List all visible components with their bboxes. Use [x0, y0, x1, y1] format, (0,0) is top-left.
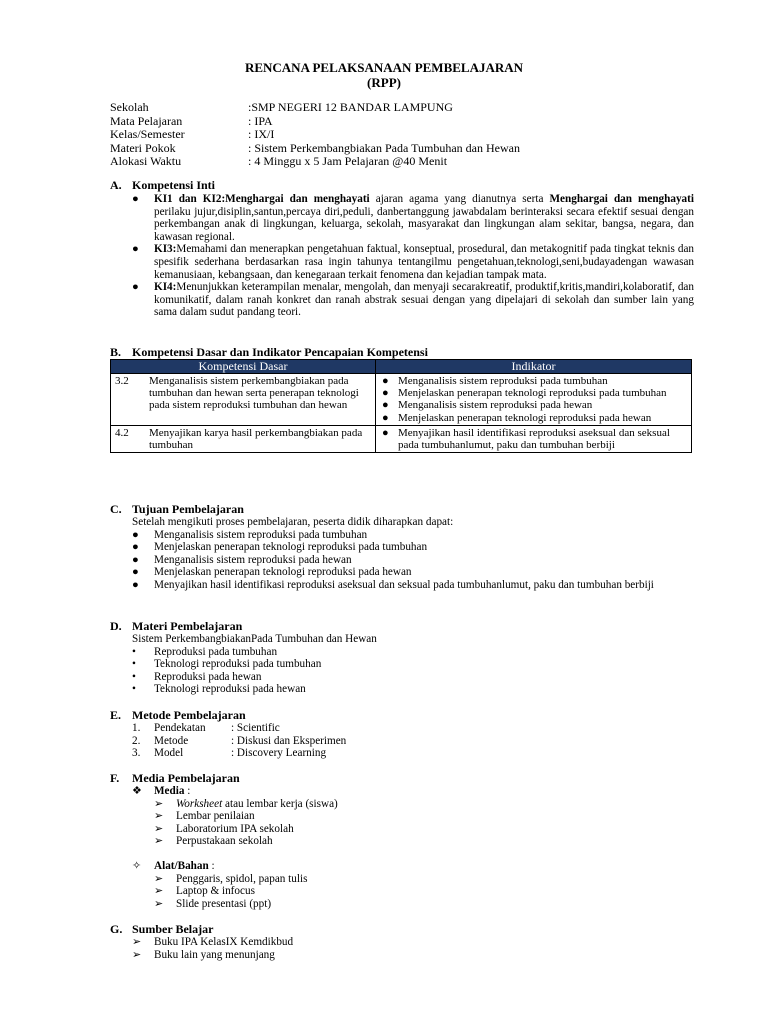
bullet-icon: ●	[132, 243, 139, 256]
kd-indikator-table	[110, 359, 692, 453]
column-header-kd: Kompetensi Dasar	[111, 360, 376, 374]
info-row-kelas: Kelas/Semester : IX/I	[110, 127, 275, 141]
section-materi	[110, 619, 377, 696]
diamond-outline-bullet-icon: ✧	[132, 859, 142, 872]
list-item: ● Menyajikan hasil identifikasi reproduksi aseksual dan seksual pada tumbuhanlumut, paku dan tumbuhan berbiji	[132, 578, 654, 591]
arrow-bullet-icon: ➢	[154, 835, 164, 848]
bullet-icon: ●	[382, 426, 389, 439]
list-item: ➢ Laptop & infocus	[154, 885, 255, 898]
indikator-cell	[376, 374, 692, 426]
info-row-alokasi: Alokasi Waktu : 4 Minggu x 5 Jam Pelajaran @40 Menit	[110, 154, 448, 168]
bullet-icon: ●	[382, 387, 389, 400]
section-sumber	[110, 922, 293, 961]
diamond-bullet-icon: ❖	[132, 785, 143, 797]
list-item: ➢ Slide presentasi (ppt)	[154, 897, 272, 910]
arrow-bullet-icon: ➢	[154, 797, 164, 810]
list-item: ➢ Lembar penilaian	[154, 810, 255, 823]
list-item: 1. Pendekatan : Scientific	[132, 722, 280, 734]
title-line-1: RENCANA PELAKSANAAN PEMBELAJARAN	[244, 60, 524, 75]
list-item: 2. Metode : Diskusi dan Eksperimen	[132, 734, 347, 747]
dot-icon: •	[132, 645, 136, 658]
list-item: ➢ Buku IPA KelasIX Kemdikbud	[132, 936, 294, 948]
table-row	[111, 374, 692, 426]
table-header-row	[111, 360, 692, 374]
list-item: • Teknologi reproduksi pada tumbuhan	[132, 658, 322, 671]
dot-icon: •	[132, 670, 136, 683]
section-heading: D. Materi Pembelajaran	[110, 619, 243, 633]
list-item: ● Menganalisis sistem reproduksi pada tumbuhan	[382, 375, 608, 387]
section-heading: A. Kompetensi Inti	[110, 178, 216, 192]
section-heading: F. Media Pembelajaran	[110, 771, 240, 785]
bullet-icon: ●	[132, 553, 139, 566]
list-item: • Reproduksi pada tumbuhan	[132, 645, 278, 658]
list-item: • Teknologi reproduksi pada hewan	[132, 683, 306, 696]
bullet-icon: ●	[132, 281, 139, 294]
bullet-icon: ●	[132, 578, 139, 591]
title-line-2: (RPP)	[367, 75, 401, 90]
bullet-icon: ●	[132, 566, 139, 579]
arrow-bullet-icon: ➢	[132, 936, 142, 948]
arrow-bullet-icon: ➢	[154, 885, 164, 898]
identity-table	[110, 101, 520, 169]
dot-icon: •	[132, 658, 136, 671]
list-item: 3. Model : Discovery Learning	[132, 747, 327, 760]
indikator-cell	[376, 425, 692, 452]
list-item: ● Menganalisis sistem reproduksi pada tumbuhan	[132, 528, 368, 541]
list-item: ● Menganalisis sistem reproduksi pada hewan	[382, 399, 593, 412]
list-item: ● Menjelaskan penerapan teknologi reproduksi pada tumbuhan	[132, 541, 428, 554]
arrow-bullet-icon: ➢	[154, 872, 164, 885]
list-item: ● Menyajikan hasil identifikasi reproduksi aseksual dan seksual pada tumbuhanlumut, paku dan tumbuhan berbiji	[382, 426, 670, 452]
bullet-icon: ●	[382, 411, 389, 424]
bullet-icon: ●	[132, 528, 139, 541]
media-heading: ❖ Media :	[132, 785, 191, 797]
list-item: ➢ Penggaris, spidol, papan tulis	[154, 872, 308, 885]
ki3-item: ● KI3:Memahami dan menerapkan pengetahuan faktual, konseptual, prosedural, dan metakognitif pada tingkat teknis dan spesifik sederhana berdasarkan rasa ingin tahunya tentangilmu pengetahuan,teknologi,seni,budayadengan wawasan kemanusiaan, kebangsaan, dan kenegaraan terkait fenomena dan kejadian tampak mata.	[132, 243, 694, 281]
section-heading: C. Tujuan Pembelajaran	[110, 502, 244, 516]
section-tujuan	[110, 502, 670, 592]
arrow-bullet-icon: ➢	[154, 810, 164, 823]
section-metode	[110, 708, 346, 760]
arrow-bullet-icon: ➢	[154, 822, 164, 835]
list-item: • Reproduksi pada hewan	[132, 670, 262, 683]
dot-icon: •	[132, 683, 136, 696]
table-row	[111, 425, 692, 452]
bullet-icon: ●	[132, 541, 139, 554]
section-heading: E. Metode Pembelajaran	[110, 708, 246, 722]
section-kompetensi-dasar	[110, 345, 428, 359]
info-row-mapel: Mata Pelajaran : IPA	[110, 113, 273, 128]
document-title	[0, 60, 768, 90]
arrow-bullet-icon: ➢	[132, 948, 142, 961]
ki1-item: ● KI1 dan KI2:Menghargai dan menghayati ajaran agama yang dianutnya serta Menghargai dan menghayati perilaku jujur,disiplin,santun,percaya diri,peduli, danbertanggung jawabdalam berinteraksi secara efektif sesuai dengan perkembangan anak di lingkungan, keluarga, sekolah, masyarakat dan lingkungan alam sekitar, bangsa, negara, dan kawasan regional.	[132, 193, 694, 243]
bullet-icon: ●	[132, 193, 139, 205]
materi-intro: Sistem PerkembangbiakanPada Tumbuhan dan Hewan	[132, 633, 377, 645]
section-media	[110, 771, 338, 910]
section-heading: G. Sumber Belajar	[110, 922, 214, 936]
arrow-bullet-icon: ➢	[154, 897, 164, 910]
bullet-icon: ●	[382, 375, 389, 387]
list-item: ➢ Buku lain yang menunjang	[132, 948, 275, 961]
bullet-icon: ●	[382, 399, 389, 412]
list-item: ➢ Worksheet atau lembar kerja (siswa)	[154, 797, 338, 810]
list-item: ➢ Laboratorium IPA sekolah	[154, 822, 294, 835]
alat-heading: ✧ Alat/Bahan :	[132, 859, 215, 872]
list-item: ● Menganalisis sistem reproduksi pada hewan	[132, 553, 352, 566]
kd-cell: 3.2 Menganalisis sistem perkembangbiakan pada tumbuhan dan hewan serta penerapan teknologi pada sistem reproduksi tumbuhan dan hewan	[111, 374, 376, 426]
info-row-sekolah: Sekolah :SMP NEGERI 12 BANDAR LAMPUNG	[110, 100, 453, 114]
section-heading: B. Kompetensi Dasar dan Indikator Pencapaian Kompetensi	[110, 345, 428, 359]
section-kompetensi-inti	[110, 178, 694, 319]
list-item: ● Menjelaskan penerapan teknologi reproduksi pada tumbuhan	[382, 387, 667, 400]
column-header-indikator: Indikator	[376, 360, 692, 374]
tujuan-intro: Setelah mengikuti proses pembelajaran, peserta didik diharapkan dapat:	[132, 516, 454, 528]
list-item: ● Menjelaskan penerapan teknologi reproduksi pada hewan	[382, 411, 652, 424]
list-item: ● Menjelaskan penerapan teknologi reproduksi pada hewan	[132, 566, 412, 579]
kd-cell: 4.2 Menyajikan karya hasil perkembangbiakan pada tumbuhan	[111, 425, 376, 452]
list-item: ➢ Perpustakaan sekolah	[154, 835, 273, 848]
ki4-item: ● KI4:Menunjukkan keterampilan menalar, mengolah, dan menyaji secarakreatif, produktif,kritis,mandiri,kolaboratif, dan komunikatif, dalam ranah konkret dan ranah abstrak sesuai dengan yang dipelajari di sekolah dan sumber lain yang sama dalam sudut pandang teori.	[132, 281, 694, 319]
info-row-materi: Materi Pokok : Sistem Perkembangbiakan Pada Tumbuhan dan Hewan	[110, 140, 520, 155]
